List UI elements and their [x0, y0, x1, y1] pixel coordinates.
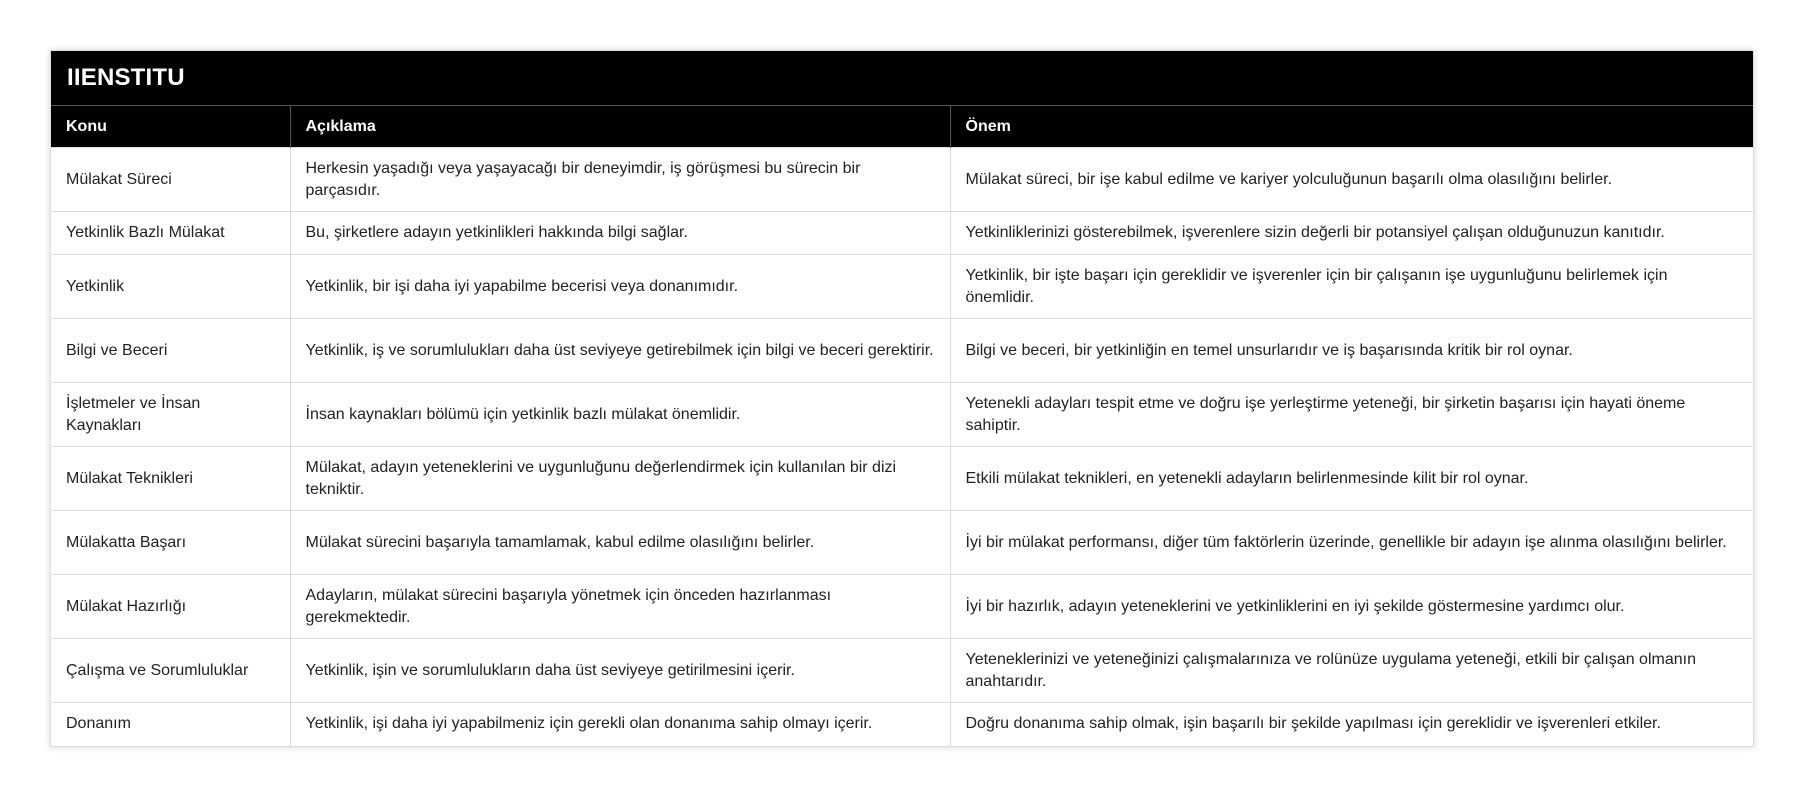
cell-konu: Bilgi ve Beceri — [51, 319, 290, 383]
cell-onem: İyi bir mülakat performansı, diğer tüm faktörlerin üzerinde, genellikle bir adayın işe alınma olasılığını belirler. — [950, 511, 1753, 575]
table-body — [51, 148, 1753, 746]
table-row — [51, 575, 1753, 639]
table-row — [51, 639, 1753, 703]
column-header-aciklama: Açıklama — [290, 106, 950, 148]
table-row — [51, 255, 1753, 319]
table-row — [51, 383, 1753, 447]
table-header — [51, 106, 1753, 148]
table-row — [51, 148, 1753, 212]
table-row — [51, 447, 1753, 511]
table-title: IIENSTITU — [51, 51, 1753, 106]
cell-konu: İşletmeler ve İnsan Kaynakları — [51, 383, 290, 447]
column-header-konu: Konu — [51, 106, 290, 148]
cell-onem: Etkili mülakat teknikleri, en yetenekli adayların belirlenmesinde kilit bir rol oynar. — [950, 447, 1753, 511]
cell-aciklama: Mülakat sürecini başarıyla tamamlamak, kabul edilme olasılığını belirler. — [290, 511, 950, 575]
cell-onem: Yeteneklerinizi ve yeteneğinizi çalışmalarınıza ve rolünüze uygulama yeteneği, etkili bir çalışan olmanın anahtarıdır. — [950, 639, 1753, 703]
cell-onem: Yetkinliklerinizi gösterebilmek, işverenlere sizin değerli bir potansiyel çalışan olduğunuzun kanıtıdır. — [950, 212, 1753, 255]
cell-konu: Donanım — [51, 703, 290, 746]
cell-aciklama: Yetkinlik, iş ve sorumlulukları daha üst seviyeye getirebilmek için bilgi ve beceri gerektirir. — [290, 319, 950, 383]
content-table-card — [50, 50, 1754, 747]
cell-onem: Mülakat süreci, bir işe kabul edilme ve kariyer yolculuğunun başarılı olma olasılığını belirler. — [950, 148, 1753, 212]
cell-konu: Mülakat Hazırlığı — [51, 575, 290, 639]
cell-aciklama: Mülakat, adayın yeteneklerini ve uygunluğunu değerlendirmek için kullanılan bir dizi tekniktir. — [290, 447, 950, 511]
column-header-onem: Önem — [950, 106, 1753, 148]
cell-onem: İyi bir hazırlık, adayın yeteneklerini ve yetkinliklerini en iyi şekilde göstermesine yardımcı olur. — [950, 575, 1753, 639]
cell-konu: Yetkinlik — [51, 255, 290, 319]
table-row — [51, 212, 1753, 255]
cell-onem: Yetkinlik, bir işte başarı için gereklidir ve işverenler için bir çalışanın işe uygunluğunu belirlemek için önemlidir. — [950, 255, 1753, 319]
table-row — [51, 703, 1753, 746]
cell-konu: Mülakatta Başarı — [51, 511, 290, 575]
cell-aciklama: Yetkinlik, işi daha iyi yapabilmeniz için gerekli olan donanıma sahip olmayı içerir. — [290, 703, 950, 746]
table-row — [51, 319, 1753, 383]
cell-konu: Mülakat Teknikleri — [51, 447, 290, 511]
cell-konu: Yetkinlik Bazlı Mülakat — [51, 212, 290, 255]
cell-onem: Bilgi ve beceri, bir yetkinliğin en temel unsurlarıdır ve iş başarısında kritik bir rol oynar. — [950, 319, 1753, 383]
cell-konu: Çalışma ve Sorumluluklar — [51, 639, 290, 703]
header-row — [51, 106, 1753, 148]
cell-onem: Doğru donanıma sahip olmak, işin başarılı bir şekilde yapılması için gereklidir ve işverenleri etkiler. — [950, 703, 1753, 746]
cell-onem: Yetenekli adayları tespit etme ve doğru işe yerleştirme yeteneği, bir şirketin başarısı için hayati öneme sahiptir. — [950, 383, 1753, 447]
cell-aciklama: Yetkinlik, bir işi daha iyi yapabilme becerisi veya donanımıdır. — [290, 255, 950, 319]
cell-aciklama: İnsan kaynakları bölümü için yetkinlik bazlı mülakat önemlidir. — [290, 383, 950, 447]
table-row — [51, 511, 1753, 575]
cell-konu: Mülakat Süreci — [51, 148, 290, 212]
cell-aciklama: Herkesin yaşadığı veya yaşayacağı bir deneyimdir, iş görüşmesi bu sürecin bir parçasıdır. — [290, 148, 950, 212]
cell-aciklama: Adayların, mülakat sürecini başarıyla yönetmek için önceden hazırlanması gerekmektedir. — [290, 575, 950, 639]
data-table — [51, 106, 1753, 746]
cell-aciklama: Bu, şirketlere adayın yetkinlikleri hakkında bilgi sağlar. — [290, 212, 950, 255]
cell-aciklama: Yetkinlik, işin ve sorumlulukların daha üst seviyeye getirilmesini içerir. — [290, 639, 950, 703]
